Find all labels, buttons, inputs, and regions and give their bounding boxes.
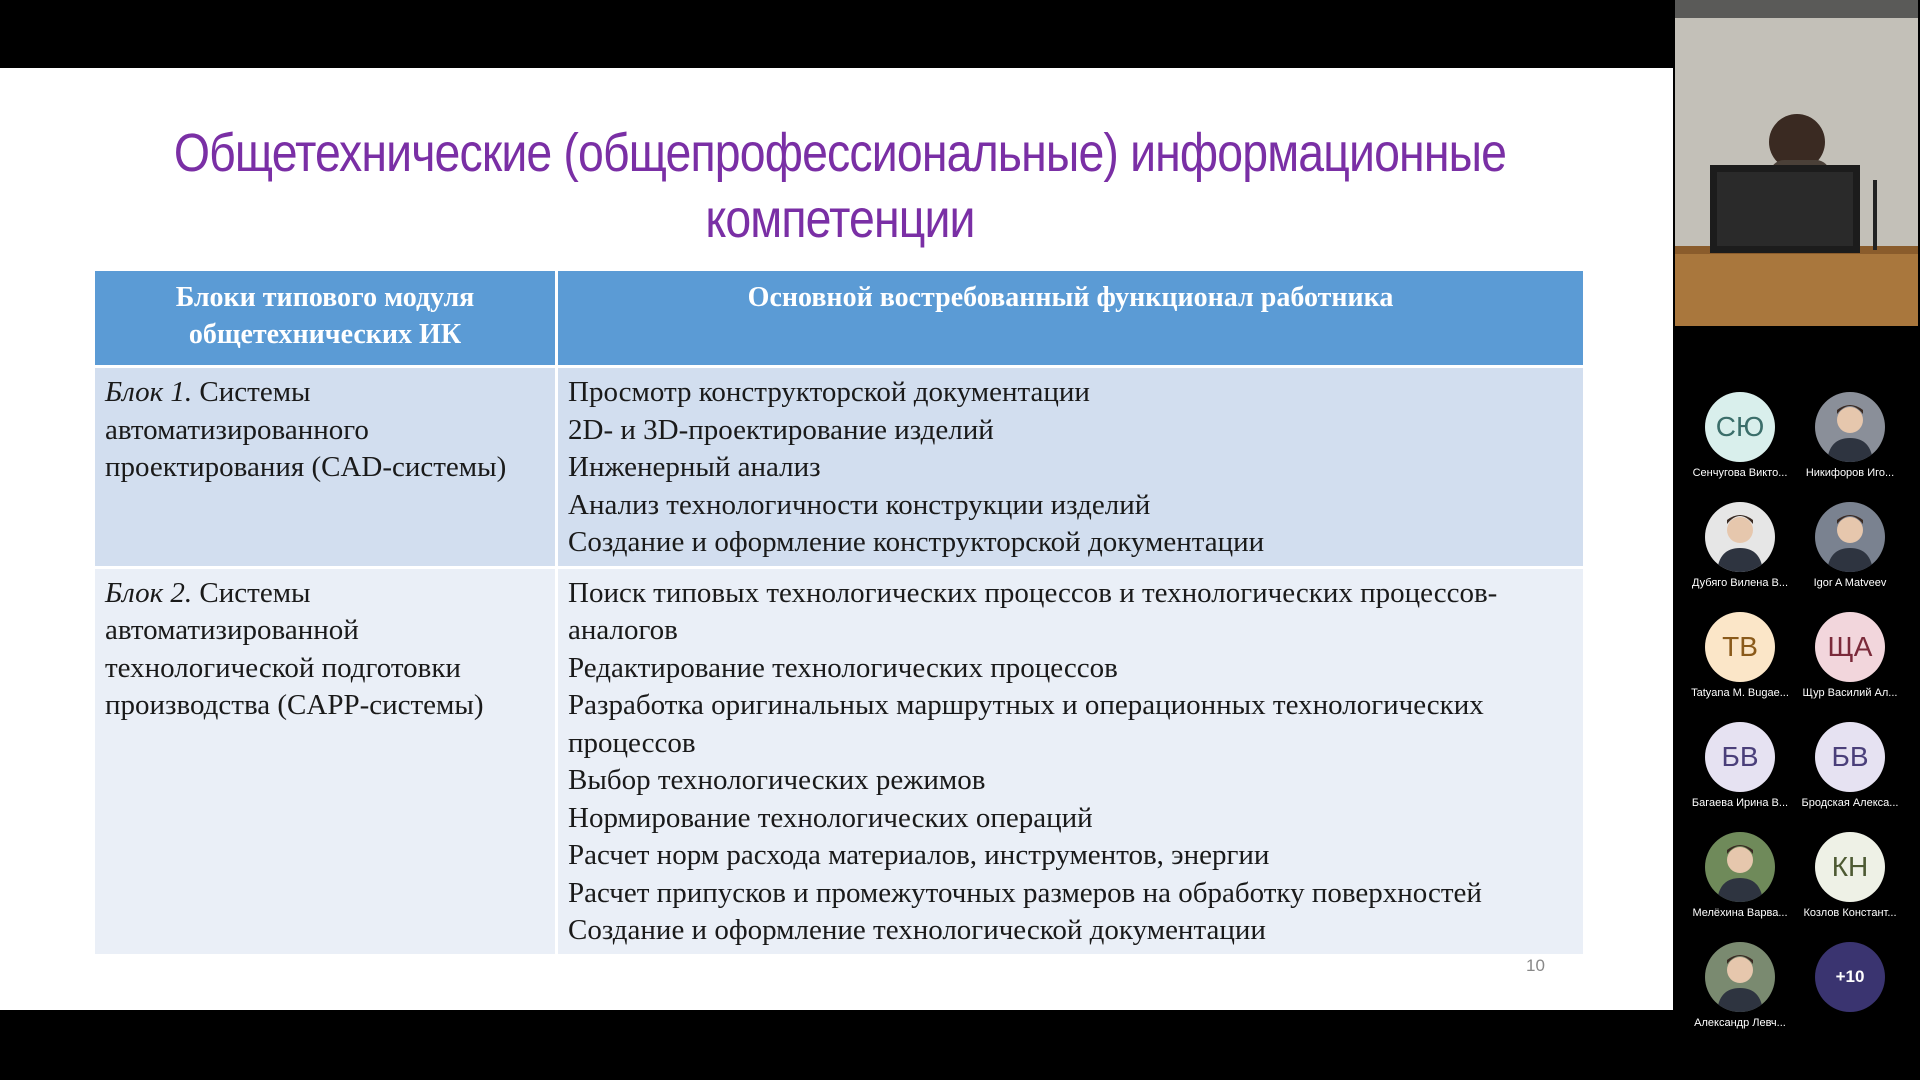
function-item: Просмотр конструкторской документации <box>568 376 1090 408</box>
participant-name: Бродская Алекса... <box>1801 797 1899 809</box>
participant-tile[interactable] <box>1685 612 1795 699</box>
functions-cell <box>557 367 1585 568</box>
participant-avatar: БВ <box>1815 722 1885 792</box>
participant-tile[interactable] <box>1685 942 1795 1029</box>
participant-photo <box>1815 502 1885 572</box>
participant-name: Igor A Matveev <box>1813 577 1887 589</box>
block-name: Системы автоматизированного проектирования (CAD-системы) <box>105 376 507 483</box>
participant-tile[interactable] <box>1685 502 1795 589</box>
participant-name: Багаева Ирина В... <box>1691 797 1789 809</box>
table-row <box>94 567 1585 955</box>
block-cell <box>94 367 557 568</box>
slide-title: Общетехнические (общепрофессиональные) информационные компетенции <box>173 123 1507 249</box>
participant-tile[interactable] <box>1795 722 1905 809</box>
participant-name: Козлов Констант... <box>1803 907 1897 919</box>
participant-tile[interactable] <box>1795 832 1905 919</box>
participant-avatar: ТВ <box>1705 612 1775 682</box>
participant-photo <box>1815 392 1885 462</box>
participant-photo <box>1705 942 1775 1012</box>
functions-cell <box>557 567 1585 955</box>
person-silhouette-icon <box>1705 942 1775 1012</box>
function-item: Создание и оформление технологической документации <box>568 914 1266 946</box>
function-item: Разработка оригинальных маршрутных и операционных технологических процессов <box>568 689 1484 759</box>
column-header-blocks: Блоки типового модуля общетехнических ИК <box>94 270 557 367</box>
participant-photo <box>1705 502 1775 572</box>
function-item: Нормирование технологических операций <box>568 801 1093 834</box>
participant-avatar: ЩА <box>1815 612 1885 682</box>
slide-page-number: 10 <box>1526 956 1545 975</box>
function-item: Расчет припусков и промежуточных размеров на обработку поверхностей <box>568 876 1482 909</box>
participants-panel <box>1673 0 1920 1080</box>
participant-avatar: СЮ <box>1705 392 1775 462</box>
function-item: Поиск типовых технологических процессов и технологических процессов-аналогов <box>568 576 1498 646</box>
function-item: Создание и оформление конструкторской документации <box>568 526 1265 558</box>
participant-name: Щур Василий Ал... <box>1802 687 1898 699</box>
more-participants-button[interactable]: +10 <box>1815 942 1885 1012</box>
person-silhouette-icon <box>1815 392 1885 462</box>
participant-name: Дубяго Вилена В... <box>1691 577 1789 589</box>
participant-avatar: БВ <box>1705 722 1775 792</box>
participant-tile[interactable] <box>1685 722 1795 809</box>
participant-avatar: КН <box>1815 832 1885 902</box>
participant-tile[interactable] <box>1795 612 1905 699</box>
function-item: 2D- и 3D-проектирование изделий <box>568 413 994 446</box>
column-header-functions: Основной востребованный функционал работника <box>557 270 1585 367</box>
competencies-table <box>92 268 1586 957</box>
table-header-row <box>94 270 1585 367</box>
participant-tile[interactable] <box>1685 392 1795 479</box>
block-number: Блок 1. <box>105 376 193 408</box>
participant-tile[interactable] <box>1795 392 1905 479</box>
function-item: Расчет норм расхода материалов, инструментов, энергии <box>568 839 1270 871</box>
block-number: Блок 2. <box>105 576 193 609</box>
participant-tile[interactable] <box>1795 502 1905 589</box>
participant-tile[interactable] <box>1685 832 1795 919</box>
participant-name: Александр Левч... <box>1694 1017 1786 1029</box>
participant-name: Сенчугова Викто... <box>1692 467 1788 479</box>
presentation-slide <box>0 68 1673 1010</box>
speaker-video[interactable] <box>1675 0 1918 326</box>
person-silhouette-icon <box>1705 832 1775 902</box>
block-name: Системы автоматизированной технологической подготовки производства (CAPP-системы) <box>105 576 484 721</box>
function-item: Редактирование технологических процессов <box>568 651 1118 684</box>
participant-tile[interactable] <box>1795 942 1905 1012</box>
function-item: Анализ технологичности конструкции изделий <box>568 488 1151 521</box>
person-silhouette-icon <box>1705 502 1775 572</box>
function-item: Выбор технологических режимов <box>568 764 986 796</box>
table-row <box>94 367 1585 568</box>
function-item: Инженерный анализ <box>568 451 821 483</box>
block-cell <box>94 567 557 955</box>
speaker-video-image <box>1675 0 1918 326</box>
participant-name: Tatyana M. Bugae... <box>1691 687 1789 699</box>
participant-name: Мелёхина Варва... <box>1692 907 1788 919</box>
participant-name: Никифоров Иго... <box>1805 467 1895 479</box>
person-silhouette-icon <box>1815 502 1885 572</box>
participant-photo <box>1705 832 1775 902</box>
